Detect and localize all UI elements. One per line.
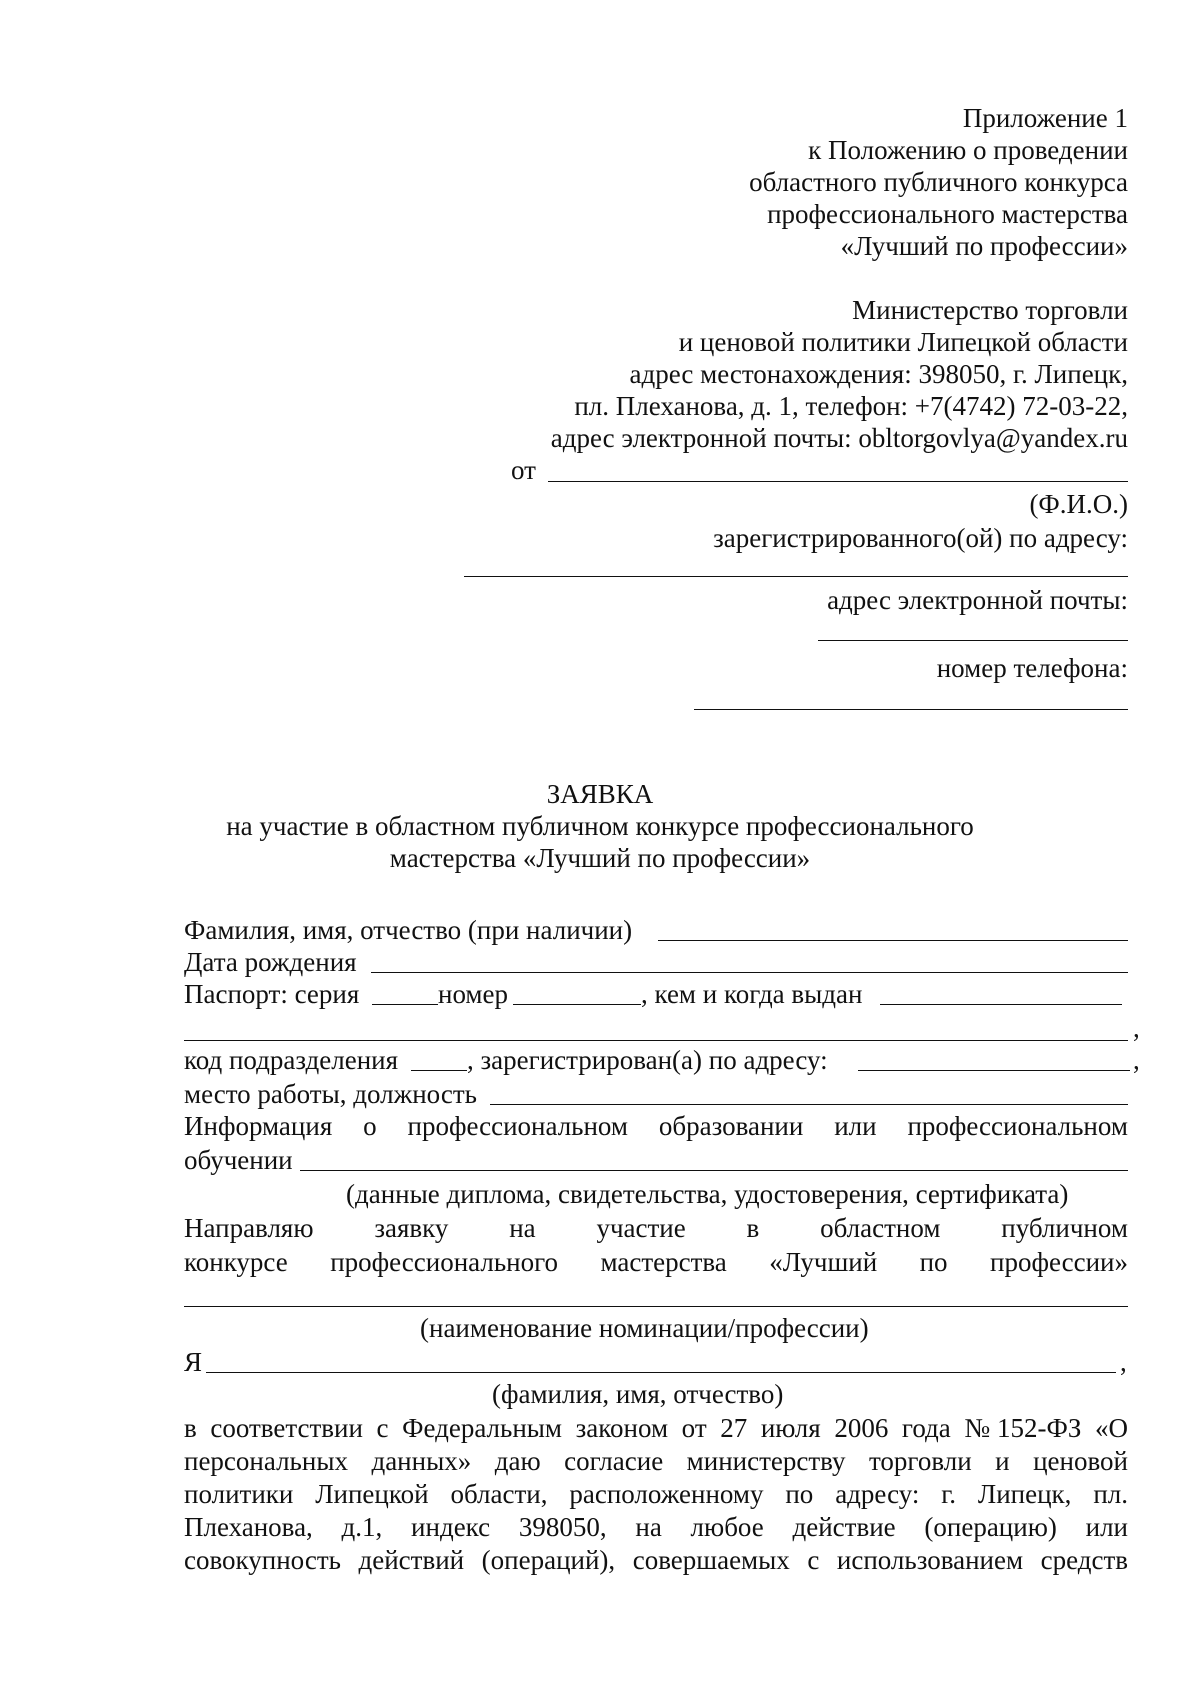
- word: образовании: [658, 1111, 804, 1141]
- word: по: [919, 1247, 948, 1277]
- passport-issued-field[interactable]: [880, 1004, 1122, 1005]
- word: или: [834, 1111, 877, 1141]
- addressee-line-3: адрес местонахождения: 398050, г. Липецк,: [629, 359, 1128, 389]
- full-name-field[interactable]: [206, 1372, 1116, 1373]
- word: профессионального: [330, 1247, 559, 1277]
- registered-field[interactable]: [858, 1070, 1130, 1071]
- appendix-line-5: «Лучший по профессии»: [840, 231, 1128, 261]
- word: заявку: [374, 1213, 449, 1243]
- submit-line-2: [184, 1246, 1128, 1278]
- email-label: адрес электронной почты:: [827, 585, 1128, 615]
- passport-series-label: Паспорт: серия: [184, 979, 360, 1009]
- from-label: от: [511, 455, 536, 485]
- i-label: Я: [184, 1347, 203, 1377]
- division-code-field[interactable]: [411, 1070, 467, 1071]
- passport-series-field[interactable]: [372, 1004, 438, 1005]
- word: публичном: [1001, 1213, 1128, 1243]
- consent-line-1: в соответствии с Федеральным законом от 27 июля 2006 года №152-ФЗ «О: [184, 1413, 1128, 1443]
- addressee-line-4: пл. Плеханова, д. 1, телефон: +7(4742) 72-03-22,: [574, 391, 1128, 421]
- passport-number-label: номер: [438, 979, 509, 1009]
- phone-field[interactable]: [694, 709, 1128, 710]
- full-name-hint: (фамилия, имя, отчество): [492, 1379, 784, 1409]
- application-subtitle-2: мастерства «Лучший по профессии»: [389, 843, 811, 873]
- word: мастерства: [600, 1247, 727, 1277]
- fio-label: Фамилия, имя, отчество (при наличии): [184, 915, 633, 945]
- consent-line-4: Плеханова, д.1, индекс 398050, на любое действие (операцию) или: [184, 1512, 1128, 1542]
- addressee-line-5: адрес электронной почты: obltorgovlya@yandex.ru: [550, 423, 1128, 453]
- appendix-line-3: областного публичного конкурса: [749, 167, 1128, 197]
- consent-line-5: совокупность действий (операций), совершаемых с использованием средств: [184, 1545, 1128, 1575]
- comma-2: ,: [1133, 1045, 1140, 1075]
- word: профессиональном: [407, 1111, 628, 1141]
- application-title: ЗАЯВКА: [546, 779, 654, 809]
- word: Информация: [184, 1111, 333, 1141]
- word: о: [363, 1111, 377, 1141]
- passport-issued-label: , кем и когда выдан: [641, 979, 863, 1009]
- fio-hint: (Ф.И.О.): [1029, 489, 1128, 519]
- education-hint: (данные диплома, свидетельства, удостоверения, сертификата): [346, 1179, 1069, 1209]
- addressee-line-2: и ценовой политики Липецкой области: [678, 327, 1128, 357]
- word: Направляю: [184, 1213, 314, 1243]
- nomination-hint: (наименование номинации/профессии): [420, 1313, 869, 1343]
- word: профессии»: [990, 1247, 1128, 1277]
- word: участие: [596, 1213, 686, 1243]
- phone-label: номер телефона:: [936, 653, 1128, 683]
- word: профессиональном: [907, 1111, 1128, 1141]
- consent-line-3: политики Липецкой области, расположенному по адресу: г. Липецк, пл.: [184, 1479, 1128, 1509]
- consent-line-2: персональных данных» даю согласие министерству торговли и ценовой: [184, 1446, 1128, 1476]
- registered-label: , зарегистрирован(а) по адресу:: [467, 1045, 828, 1075]
- appendix-line-2: к Положению о проведении: [808, 135, 1128, 165]
- addressee-line-1: Министерство торговли: [852, 295, 1128, 325]
- from-fio-field[interactable]: [548, 481, 1128, 482]
- submit-line-1: [184, 1212, 1128, 1244]
- word: на: [509, 1213, 536, 1243]
- passport-issued-continued-field[interactable]: [184, 1040, 1128, 1041]
- word: областном: [820, 1213, 941, 1243]
- education-field[interactable]: [300, 1170, 1128, 1171]
- comma-1: ,: [1133, 1013, 1140, 1043]
- registered-address-label: зарегистрированного(ой) по адресу:: [713, 523, 1128, 553]
- word: конкурсе: [184, 1247, 288, 1277]
- appendix-line-4: профессионального мастерства: [767, 199, 1128, 229]
- division-code-label: код подразделения: [184, 1045, 399, 1075]
- word: «Лучший: [769, 1247, 878, 1277]
- application-subtitle-1: на участие в областном публичном конкурсе профессионального: [226, 811, 974, 841]
- appendix-line-1: Приложение 1: [962, 103, 1128, 133]
- nomination-field[interactable]: [184, 1306, 1128, 1307]
- workplace-field[interactable]: [490, 1104, 1128, 1105]
- birth-date-label: Дата рождения: [184, 947, 357, 977]
- word: в: [746, 1213, 760, 1243]
- birth-date-field[interactable]: [371, 972, 1128, 973]
- workplace-label: место работы, должность: [184, 1079, 477, 1109]
- registered-address-field[interactable]: [464, 576, 1128, 577]
- fio-field[interactable]: [658, 940, 1128, 941]
- comma-3: ,: [1120, 1347, 1127, 1377]
- passport-number-field[interactable]: [513, 1004, 641, 1005]
- education-info-line: [184, 1110, 1128, 1142]
- email-field[interactable]: [818, 640, 1128, 641]
- education-cont-label: обучении: [184, 1145, 293, 1175]
